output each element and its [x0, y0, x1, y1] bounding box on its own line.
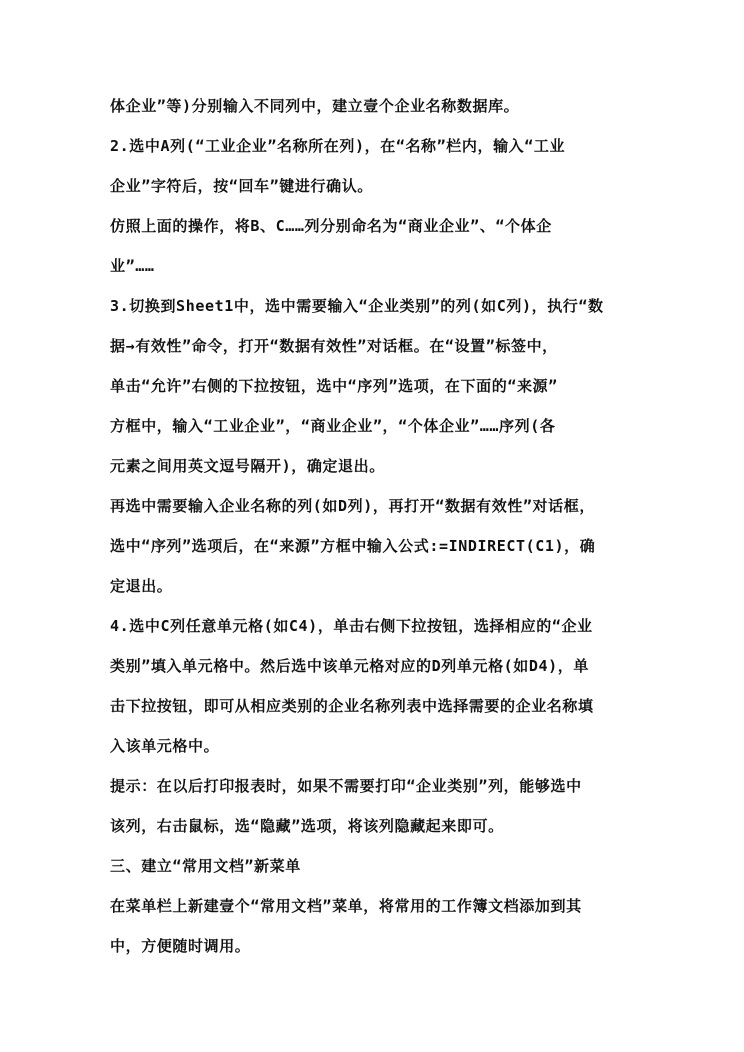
- text-line: 企业”字符后，按“回车”键进行确认。: [110, 177, 373, 195]
- text-line: 业”……: [110, 257, 155, 275]
- text-line: 方框中，输入“工业企业”，“商业企业”，“个体企业”……序列(各: [110, 417, 556, 435]
- text-line: 该列，右击鼠标，选“隐藏”选项，将该列隐藏起来即可。: [110, 817, 504, 835]
- text-line: 再选中需要输入企业名称的列(如D列)，再打开“数据有效性”对话框，: [110, 497, 595, 515]
- text-line: 据→有效性”命令，打开“数据有效性”对话框。在“设置”标签中，: [110, 337, 558, 355]
- text-line: 2.选中A列(“工业企业”名称所在列)，在“名称”栏内，输入“工业: [110, 137, 566, 155]
- text-line: 4.选中C列任意单元格(如C4)，单击右侧下拉按钮，选择相应的“企业: [110, 617, 593, 635]
- text-line: 中，方便随时调用。: [110, 937, 251, 955]
- text-line: 类别”填入单元格中。然后选中该单元格对应的D列单元格(如D4)，单: [110, 657, 589, 675]
- text-line: 选中“序列”选项后，在“来源”方框中输入公式:=INDIRECT(C1)，确: [110, 537, 596, 555]
- text-line: 入该单元格中。: [110, 737, 220, 755]
- text-line: 定退出。: [110, 577, 173, 595]
- section-heading: 三、建立“常用文档”新菜单: [110, 857, 301, 875]
- text-line: 单击“允许”右侧的下拉按钮，选中“序列”选项，在下面的“来源”: [110, 377, 558, 395]
- text-line: 3.切换到Sheet1中，选中需要输入“企业类别”的列(如C列)，执行“数: [110, 297, 604, 315]
- text-line: 提示：在以后打印报表时，如果不需要打印“企业类别”列，能够选中: [110, 777, 582, 795]
- text-line: 元素之间用英文逗号隔开)，确定退出。: [110, 457, 385, 475]
- text-line: 体企业”等)分别输入不同列中，建立壹个企业名称数据库。: [110, 97, 520, 115]
- text-line: 击下拉按钮，即可从相应类别的企业名称列表中选择需要的企业名称填: [110, 697, 594, 715]
- text-line: 仿照上面的操作，将B、C……列分别命名为“商业企业”、“个体企: [110, 217, 552, 235]
- text-line: 在菜单栏上新建壹个“常用文档”菜单，将常用的工作簿文档添加到其: [110, 897, 582, 915]
